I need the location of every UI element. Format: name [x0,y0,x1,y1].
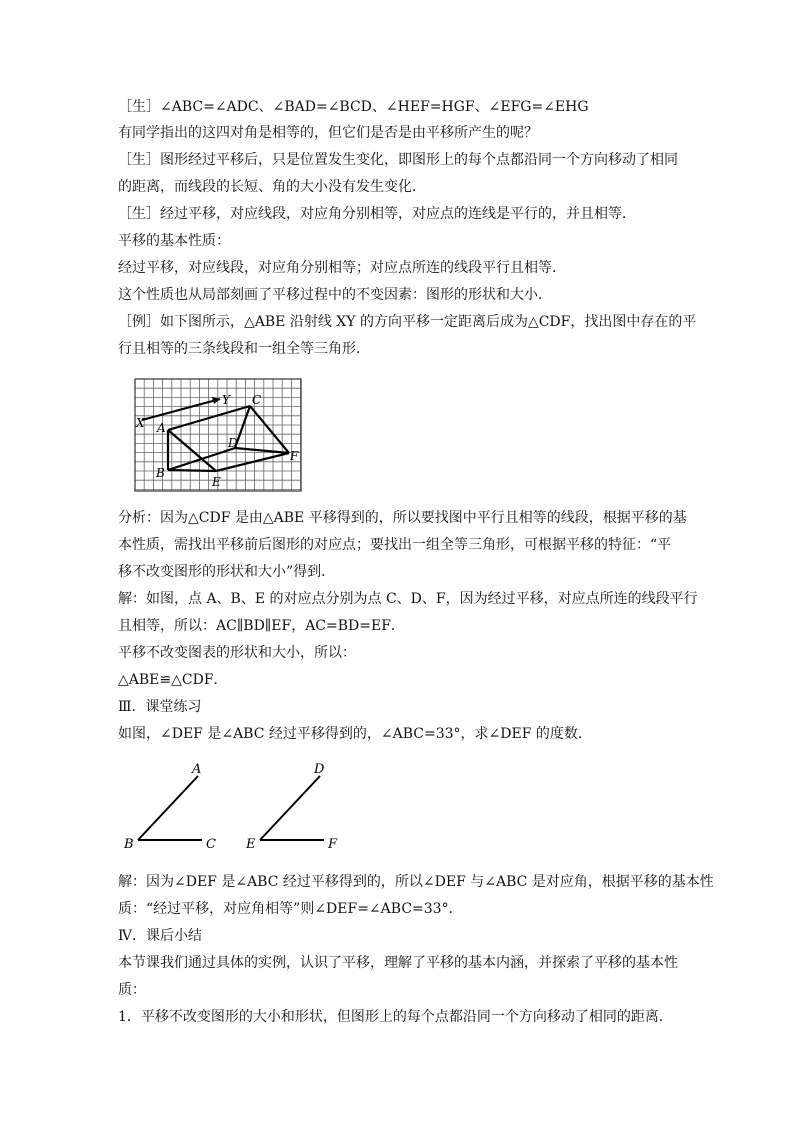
segment-cf [250,406,289,453]
angle-label-a: A [192,762,202,777]
text-line-20: 解：因为∠DEF 是∠ABC 经过平移得到的，所以∠DEF 与∠ABC 是对应角，根据平移的基本性 [118,874,714,890]
text-line-13: 移不改变图形的形状和大小”得到． [118,564,336,580]
text-line-3: ［生］图形经过平移后，只是位置发生变化，即图形上的每个点都沿同一个方向移动了相同 [118,152,678,168]
translation-grid-figure [132,376,304,494]
label-e: E [212,475,221,489]
label-d: D [228,436,238,450]
ray-ed [260,776,320,840]
text-line-15: 且相等，所以：AC∥BD∥EF，AC=BD=EF． [118,618,405,634]
label-a: A [157,421,166,435]
text-line-11: 分析：因为△CDF 是由△ABE 平移得到的，所以要找图中平行且相等的线段，根据平移的基 [118,510,687,526]
angle-translation-figure [118,756,348,856]
ray-ba [138,776,198,840]
label-b: B [156,466,165,480]
text-line-7: 经过平移，对应线段，对应角分别相等；对应点所连的线段平行且相等． [118,260,566,276]
text-line-5: ［生］经过平移，对应线段，对应角分别相等，对应点的连线是平行的，并且相等． [118,206,636,222]
label-c: C [252,393,262,407]
text-line-10: 行且相等的三条线段和一组全等三角形． [118,341,370,357]
text-line-23: 本节课我们通过具体的实例，认识了平移，理解了平移的基本内涵，并探索了平移的基本性 [118,955,678,971]
text-line-8: 这个性质也从局部刻画了平移过程中的不变因素：图形的形状和大小． [118,287,552,303]
text-line-22: Ⅳ．课后小结 [118,928,202,944]
segment-be [168,470,216,471]
text-line-16: 平移不改变图表的形状和大小，所以： [118,645,356,661]
angle-label-d: D [314,762,325,777]
text-line-21: 质：“经过平移，对应角相等”则∠DEF=∠ABC=33°． [118,901,463,917]
segment-bd [168,448,235,470]
text-line-1: ［生］∠ABC=∠ADC、∠BAD=∠BCD、∠HEF=HGF、∠EFG=∠EHG [118,99,589,115]
text-line-18: Ⅲ．课堂练习 [118,699,202,715]
text-line-24: 质： [118,982,146,998]
text-line-25: 1．平移不改变图形的大小和形状，但图形上的每个点都沿同一个方向移动了相同的距离． [118,1009,673,1025]
text-line-19: 如图，∠DEF 是∠ABC 经过平移得到的，∠ABC=33°，求∠DEF 的度数． [118,726,592,742]
angle-label-c: C [206,837,216,852]
label-y: Y [222,393,230,407]
arrow-head-y [212,397,220,404]
angle-label-e: E [246,837,256,852]
angle-label-b: B [124,837,134,852]
text-line-12: 本性质，需找出平移前后图形的对应点；要找出一组全等三角形，可根据平移的特征：“平 [118,537,672,553]
text-line-17: △ABE≌△CDF． [118,672,228,688]
label-x: X [136,416,145,430]
label-f: F [290,449,299,463]
text-line-14: 解：如图，点 A、B、E 的对应点分别为点 C、D、F，因为经过平移，对应点所连的线段平行 [118,591,698,607]
angle-label-f: F [328,837,338,852]
text-line-2: 有同学指出的这四对角是相等的，但它们是否是由平移所产生的呢？ [118,125,538,141]
text-line-6: 平移的基本性质： [118,233,230,249]
text-line-9: ［例］如下图所示，△ABE 沿射线 XY 的方向平移一定距离后成为△CDF，找出图中存在的平 [118,314,697,330]
text-line-4: 的距离，而线段的长短、角的大小没有发生变化． [118,179,426,195]
